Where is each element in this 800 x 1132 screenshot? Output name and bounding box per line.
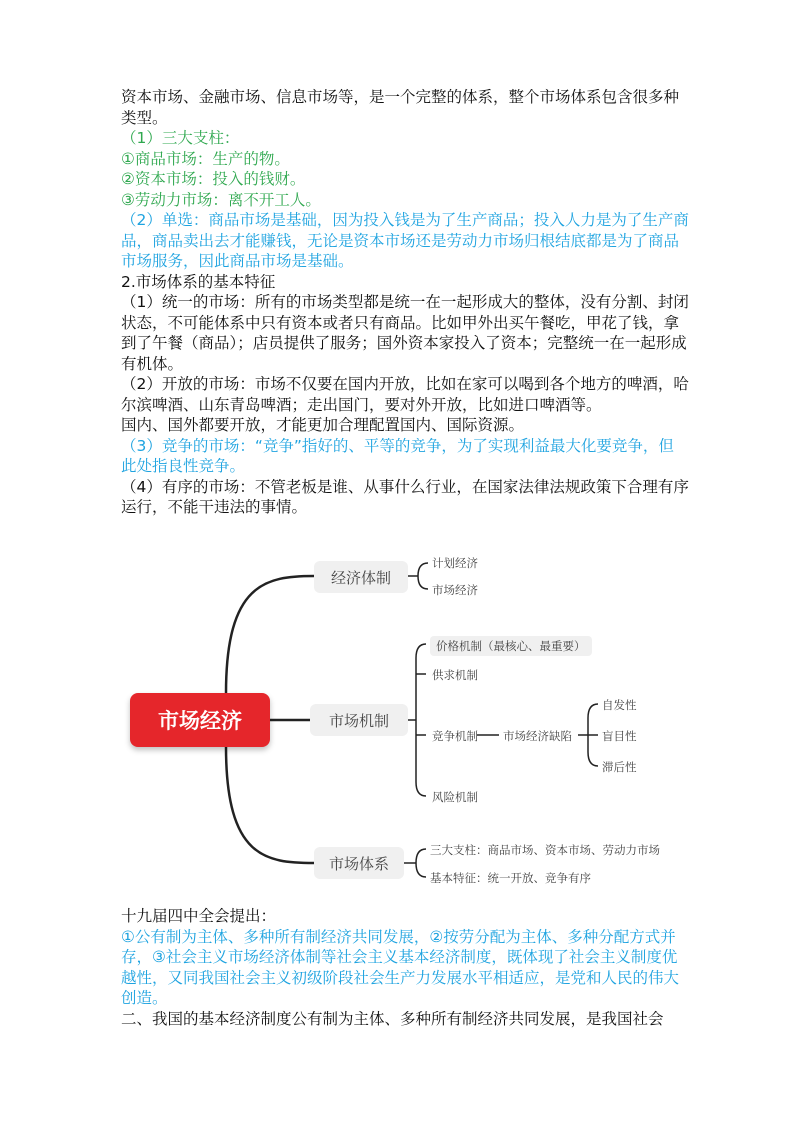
- leaf-market-defects: 市场经济缺陷: [503, 729, 572, 743]
- bottom-text: [121, 906, 689, 1029]
- paragraph-orderly-market: （4）有序的市场：不管老板是谁、从事什么行业，在国家法律法规政策下合理有序运行，不能干违法的事情。: [121, 477, 689, 516]
- paragraph-plenary: 十九届四中全会提出：: [121, 907, 277, 925]
- leaf-lag: 滞后性: [602, 760, 637, 774]
- paragraph-basic-system: ①公有制为主体、多种所有制经济共同发展，②按劳分配为主体、多种分配方式并存，③社会主义市场经济体制等社会主义基本经济制度，既体现了社会主义制度优越性，又同我国社会主义初级阶段社会生产力发展水平相适应，是党和人民的伟大创造。: [121, 927, 680, 1007]
- leaf-three-pillars: 三大支柱：商品市场、资本市场、劳动力市场: [430, 843, 660, 857]
- leaf-basic-features: 基本特征：统一开放、竞争有序: [430, 871, 591, 885]
- paragraph-capital-market: ②资本市场：投入的钱财。: [121, 170, 306, 188]
- mind-map: [126, 543, 696, 893]
- branch-economic-system: 经济体制: [314, 561, 408, 593]
- paragraph-section-two: 二、我国的基本经济制度公有制为主体、多种所有制经济共同发展，是我国社会: [121, 1009, 664, 1028]
- paragraph-open-resources: 国内、国外都要开放，才能更加合理配置国内、国际资源。: [121, 416, 525, 434]
- paragraph-commodity-market: ①商品市场：生产的物。: [121, 149, 290, 168]
- leaf-supply-demand: 供求机制: [432, 668, 478, 682]
- leaf-price-mechanism: 价格机制（最核心、最重要）: [430, 636, 592, 656]
- paragraph-section-heading: 2.市场体系的基本特征: [121, 272, 276, 291]
- top-text: [121, 87, 689, 518]
- paragraph-pillars-heading: （1）三大支柱：: [121, 129, 240, 147]
- paragraph-single-choice: （2）单选：商品市场是基础，因为投入钱是为了生产商品；投入人力是为了生产商品，商品卖出去才能赚钱，无论是资本市场还是劳动力市场归根结底都是为了商品市场服务，因此商品市场是基础。: [121, 211, 689, 270]
- leaf-planned-economy: 计划经济: [432, 556, 478, 570]
- leaf-blindness: 盲目性: [602, 729, 637, 743]
- mind-map-root: 市场经济: [130, 693, 270, 747]
- leaf-spontaneity: 自发性: [602, 698, 637, 712]
- paragraph-open-market: （2）开放的市场：市场不仅要在国内开放，比如在家可以喝到各个地方的啤酒，哈尔滨啤酒、山东青岛啤酒；走出国门，要对外开放，比如进口啤酒等。: [121, 375, 689, 414]
- leaf-market-economy: 市场经济: [432, 583, 478, 597]
- branch-market-mechanism: 市场机制: [310, 704, 408, 736]
- paragraph-labor-market: ③劳动力市场：离不开工人。: [121, 190, 321, 209]
- paragraph-unified-market: （1）统一的市场：所有的市场类型都是统一在一起形成大的整体，没有分割、封闭状态，不可能体系中只有资本或者只有商品。比如甲外出买午餐吃，甲花了钱，拿到了午餐（商品）；店员提供了服务；国外资本家投入了资本；完整统一在一起形成有机体。: [121, 293, 689, 373]
- leaf-competition: 竞争机制: [432, 729, 478, 743]
- paragraph-intro: 资本市场、金融市场、信息市场等，是一个完整的体系，整个市场体系包含很多种类型。: [121, 88, 680, 127]
- branch-market-system: 市场体系: [314, 847, 404, 879]
- paragraph-competitive-market: （3）竞争的市场：“竞争”指好的、平等的竞争，为了实现利益最大化要竞争，但此处指良性竞争。: [121, 436, 674, 475]
- leaf-risk: 风险机制: [432, 790, 478, 804]
